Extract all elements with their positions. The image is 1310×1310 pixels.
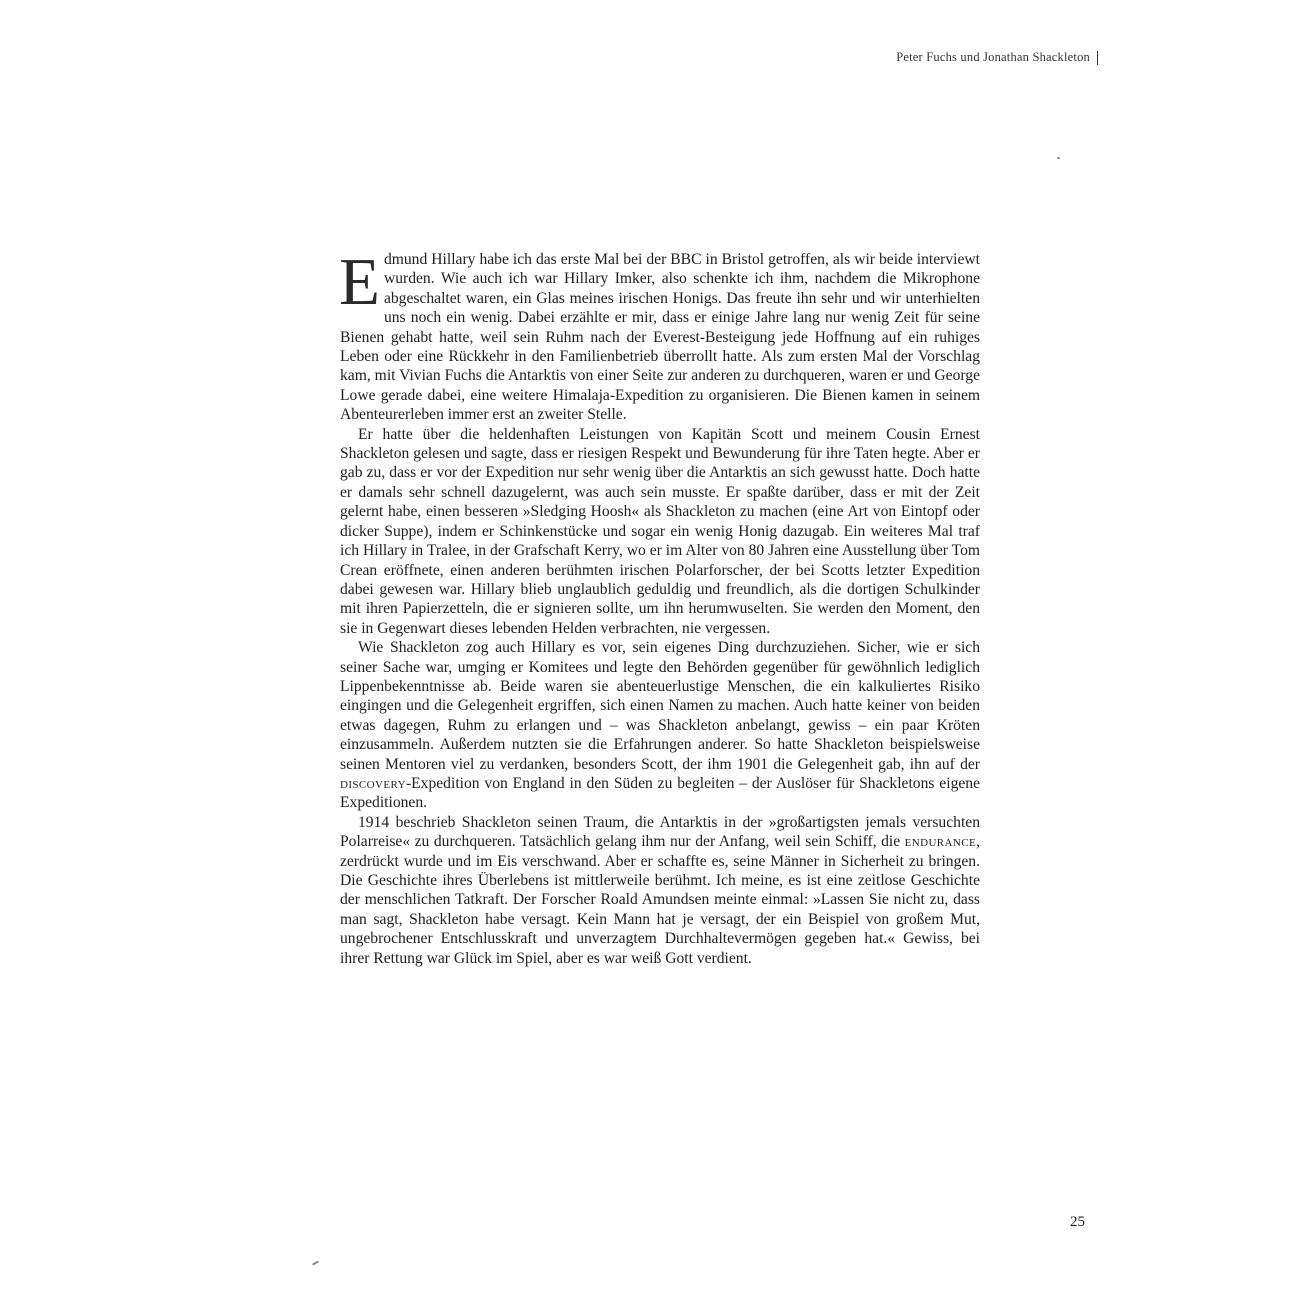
paragraph-4 <box>340 813 980 968</box>
paragraph-3-text-before: Wie Shackleton zog auch Hillary es vor, sein eigenes Ding durchzuziehen. Sicher, wie er sich seiner Sache war, umging er Komitees und legte den Behörden gegenüber für gewöhnlich lediglich Lippenbekenntnisse ab. Beide waren sie abenteuerlustige Menschen, die ein kalkuliertes Risiko eingingen und die Gelegenheit ergriffen, sich einen Namen zu machen. Auch hatte keiner von beiden etwas dagegen, Ruhm zu erlangen und – was Shackleton anbelangt, gewiss – ein paar Kröten einzusammeln. Außerdem nutzten sie die Erfahrungen anderer. So hatte Shackleton beispielsweise seinen Mentoren viel zu verdanken, besonders Scott, der ihm 1901 die Gelegenheit gab, ihn auf der <box>340 639 980 773</box>
paragraph-4-text-before: 1914 beschrieb Shackleton seinen Traum, die Antarktis in der »großartigsten jemals versuchten Polarreise« zu durchqueren. Tatsächlich gelang ihm nur der Anfang, weil sein Schiff, die <box>340 813 980 851</box>
running-head <box>896 50 1090 65</box>
running-head-rule <box>1097 51 1098 65</box>
paragraph-4-text-after: , zerdrückt wurde und im Eis verschwand. Aber er schaffte es, seine Männer in Sicherheit zu bringen. Die Geschichte ihres Überlebens ist mittlerweile berühmt. Ich meine, es ist eine zeitlose Geschichte der menschlichen Tatkraft. Der Forscher Roald Amundsen meinte einmal: »Lassen Sie nicht zu, dass man sagt, Shackleton habe versagt. Kein Mann hat je versagt, der ein Beispiel von großem Mut, ungebrochener Entschlusskraft und unverzagtem Durchhaltevermögen gegeben hat.« Gewiss, bei ihrer Rettung war Glück im Spiel, aber es war weiß Gott verdient. <box>340 833 980 967</box>
paragraph-3-text-after: -Expedition von England in den Süden zu begleiten – der Auslöser für Shackletons eigene Expeditionen. <box>340 774 980 812</box>
running-head-text: Peter Fuchs und Jonathan Shackleton <box>896 50 1090 64</box>
drop-cap: E <box>339 245 380 319</box>
body-text <box>339 245 980 968</box>
paragraph-1-text: dmund Hillary habe ich das erste Mal bei der BBC in Bristol getroffen, als wir beide interviewt wurden. Wie auch ich war Hillary Imker, also schenkte ich ihm, nachdem die Mikrophone abgeschaltet waren, ein Glas meines irischen Honigs. Das freute ihn sehr und wir unterhielten uns noch ein wenig. Dabei erzählte er mir, dass er einige Jahre lang nur wenig Zeit für seine Bienen gehabt hatte, weil sein Ruhm nach der Everest-Besteigung jede Hoffnung auf ein ruhiges Leben oder eine Rückkehr in den Familienbetrieb überrollt hatte. Als zum ersten Mal der Vorschlag kam, mit Vivian Fuchs die Antarktis von einer Seite zur anderen zu durchqueren, waren er und George Lowe gerade dabei, eine weitere Himalaja-Expedition zu organisieren. Die Bienen kamen in seinem Abenteurerleben immer erst an zweiter Stelle. <box>340 251 980 424</box>
scan-speck <box>312 1260 319 1265</box>
paragraph-3 <box>340 638 980 813</box>
scan-speck <box>1057 157 1060 159</box>
page-number: 25 <box>1070 1214 1085 1230</box>
paragraph-2-text: Er hatte über die heldenhaften Leistungen von Kapitän Scott und meinem Cousin Ernest Shackleton gelesen und sagte, dass er riesigen Respekt und Bewunderung für ihre Taten hegte. Aber er gab zu, dass er vor der Expedition nur sehr wenig über die Antarktis an sich gewusst hatte. Doch hatte er damals sehr schnell dazugelernt, was auch sein musste. Er spaßte darüber, dass er mit der Zeit gelernt habe, einen besseren »Sledging Hoosh« als Shackleton zu machen (eine Art von Eintopf oder dicker Suppe), indem er Schinkenstücke und sogar ein wenig Honig dazugab. Ein weiteres Mal traf ich Hillary in Tralee, in der Grafschaft Kerry, wo er im Alter von 80 Jahren eine Ausstellung über Tom Crean eröffnete, einen anderen berühmten irischen Polarforscher, der bei Scotts letzter Expedition dabei gewesen war. Hillary blieb unglaublich geduldig und freundlich, als die dortigen Schulkinder mit ihren Papierzetteln, die er signieren sollte, um ihn herumwuselten. Sie werden den Moment, den sie in Gegenwart dieses lebenden Helden verbrachten, nie vergessen. <box>340 425 980 637</box>
paragraph-2 <box>340 425 980 638</box>
paragraph-1 <box>339 245 980 425</box>
ship-name-discovery: discovery <box>340 774 406 792</box>
ship-name-endurance: endurance <box>904 833 977 851</box>
